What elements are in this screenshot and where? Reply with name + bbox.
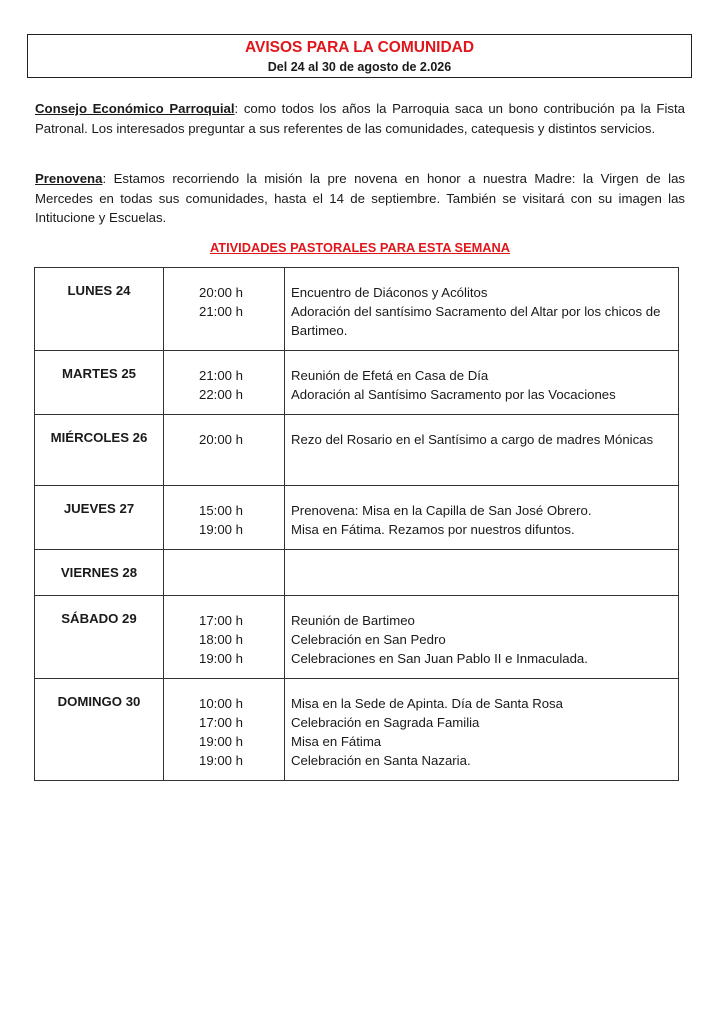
schedule-activity: Misa en la Sede de Apinta. Día de Santa Rosa — [291, 696, 563, 711]
schedule-time: 19:00 h — [199, 522, 243, 537]
schedule-time: 10:00 h — [199, 696, 243, 711]
schedule-day: JUEVES 27 — [35, 486, 164, 550]
schedule-row — [35, 415, 679, 486]
schedule-activity: Reunión de Efetá en Casa de Día — [291, 368, 489, 383]
schedule-row — [35, 679, 679, 781]
schedule-times — [164, 351, 285, 415]
schedule-activity: Celebración en Santa Nazaria. — [291, 753, 471, 768]
schedule-day: LUNES 24 — [35, 268, 164, 351]
schedule-day: SÁBADO 29 — [35, 596, 164, 679]
date-range: Del 24 al 30 de agosto de 2.026 — [267, 60, 452, 74]
header-box — [27, 34, 692, 78]
schedule-day: MIÉRCOLES 26 — [35, 415, 164, 486]
page-title: AVISOS PARA LA COMUNIDAD — [244, 39, 475, 56]
schedule-day: MARTES 25 — [35, 351, 164, 415]
schedule-activities — [285, 550, 679, 596]
schedule-time: 17:00 h — [199, 613, 243, 628]
schedule-row — [35, 486, 679, 550]
schedule-row — [35, 550, 679, 596]
schedule-activity: Misa en Fátima — [291, 734, 382, 749]
schedule-time: 15:00 h — [199, 503, 243, 518]
schedule-row — [35, 596, 679, 679]
schedule-time: 19:00 h — [199, 651, 243, 666]
schedule-activity: Reunión de Bartimeo — [291, 613, 415, 628]
schedule-activities — [285, 268, 679, 351]
schedule-row — [35, 351, 679, 415]
schedule-activity: Misa en Fátima. Rezamos por nuestros difuntos. — [291, 522, 575, 537]
schedule-activities — [285, 596, 679, 679]
schedule-times — [164, 679, 285, 781]
schedule-time: 22:00 h — [199, 387, 243, 402]
notice-consejo-economico — [35, 99, 685, 138]
schedule-time: 19:00 h — [199, 734, 243, 749]
schedule-activity: Encuentro de Diáconos y Acólitos — [291, 285, 488, 300]
schedule-time: 18:00 h — [199, 632, 243, 647]
schedule-activity: Celebración en San Pedro — [291, 632, 446, 647]
schedule-times — [164, 486, 285, 550]
schedule-activity: Celebración en Sagrada Familia — [291, 715, 480, 730]
schedule-activity: Rezo del Rosario en el Santísimo a cargo de madres Mónicas — [291, 432, 654, 447]
schedule-time: 20:00 h — [199, 285, 243, 300]
schedule-table — [34, 267, 679, 781]
schedule-time: 21:00 h — [199, 368, 243, 383]
notice-prenovena — [35, 169, 685, 228]
schedule-activity: Prenovena: Misa en la Capilla de San José Obrero. — [291, 503, 592, 518]
notice-text: : como todos los años la Parroquia saca un bono contribución pa la Fista Patronal. Los interesados preguntar a sus referentes de las comunidades, catequesis y distintos servicios. — [35, 101, 685, 136]
schedule-activity: Adoración del santísimo Sacramento del Altar por los chicos de Bartimeo. — [291, 304, 661, 338]
schedule-time: 20:00 h — [199, 432, 243, 447]
notice-lead: Prenovena — [35, 171, 103, 186]
schedule-row — [35, 268, 679, 351]
notice-text: : Estamos recorriendo la misión la pre novena en honor a nuestra Madre: la Virgen de las Mercedes en todas sus comunidades, hasta el 14 de septiembre. También se visitará con su imagen las Intitucione y Escuelas. — [35, 171, 685, 225]
schedule-time: 17:00 h — [199, 715, 243, 730]
schedule-times — [164, 550, 285, 596]
schedule-activity: Adoración al Santísimo Sacramento por las Vocaciones — [291, 387, 616, 402]
schedule-day: DOMINGO 30 — [35, 679, 164, 781]
schedule-activities — [285, 415, 679, 486]
section-title: ATIVIDADES PASTORALES PARA ESTA SEMANA — [209, 240, 511, 255]
schedule-activities — [285, 351, 679, 415]
schedule-time: 19:00 h — [199, 753, 243, 768]
schedule-activity: Celebraciones en San Juan Pablo II e Inmaculada. — [291, 651, 588, 666]
schedule-time: 21:00 h — [199, 304, 243, 319]
schedule-times — [164, 268, 285, 351]
schedule-day: VIERNES 28 — [35, 550, 164, 596]
notice-lead: Consejo Económico Parroquial — [35, 101, 235, 116]
schedule-times — [164, 596, 285, 679]
schedule-times — [164, 415, 285, 486]
schedule-activities — [285, 679, 679, 781]
schedule-activities — [285, 486, 679, 550]
